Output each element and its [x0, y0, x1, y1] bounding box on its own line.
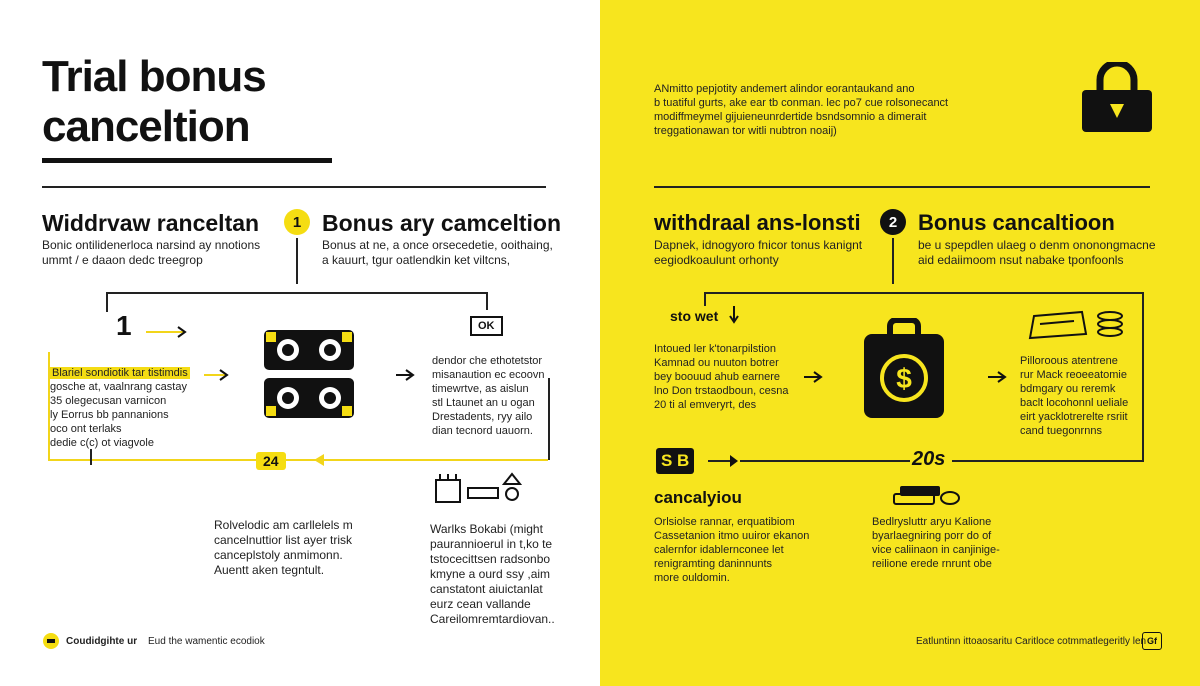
right-text-box-2: Pilloroous atentrene rur Mack reoeeatomie bdmgary ou reremk baclt locohonnl ueliale eirt yacklotrerelte rsriit cand tuegonrnns — [1020, 355, 1129, 437]
footer-brand — [42, 632, 137, 650]
flow-text-box-1 — [50, 352, 200, 464]
right-intro: ANmitto pepjotity andemert alindor eorantaukand ano b tuatiful gurts, ake ear tb conman. lec po7 cue rolsonecanct modiffmeymel gijuieneunrdertide bsndsomnio a dimerait treggationawan tor witli nubtron noaij) — [654, 83, 949, 137]
footer-tagline: Eud the wamentic ecodiok — [148, 636, 265, 647]
right-footer-badge: Gf — [1142, 632, 1162, 650]
page-title — [42, 52, 266, 152]
flow-text-box-1-highlight: Blariel sondiotik tar tistimdis — [52, 367, 188, 379]
arrow-right-icon — [988, 370, 1008, 384]
arrow-right-icon — [804, 370, 824, 384]
withdraw-desc: Bonic ontilidenerloca narsind ay nnotions ummt / e daaon dedc treegrop — [42, 238, 261, 267]
flow-return-rail — [48, 459, 548, 461]
right-bottom-left-text: Orlsiolse rannar, erquatibiom Cassetanion itmo uuiror ekanon calernfor idablernconee let renigramting daninnunts more ouldomin. — [654, 516, 810, 584]
step-pill: 24 — [256, 452, 286, 470]
right-flow-line-a — [708, 460, 730, 462]
flow-text-box-1-lines: gosche at, vaalnrang castay 35 olegecusan varnicon ly Eorrus bb pannanions oco ont terlaks dedie c(c) ot viagvole — [50, 381, 187, 449]
withdraw-heading: Widdrvaw ranceltan — [42, 210, 260, 236]
arrow-right-icon — [728, 454, 740, 468]
right-flow-label: sto wet — [670, 308, 719, 324]
title-line-2: canceltion — [42, 102, 250, 151]
sb-badge: S B — [656, 448, 694, 474]
svg-text:$: $ — [896, 363, 912, 394]
toggle-switches-icon — [264, 330, 356, 420]
cash-coins-icon — [1026, 308, 1124, 344]
step-1-badge: 1 — [284, 209, 310, 235]
step-1-connector — [296, 238, 298, 284]
flow-bracket-right — [486, 292, 488, 310]
flow-bracket-left — [106, 292, 108, 312]
right-text-box-1: Intoued ler k'tonarpilstion Kamnad ou nuuton botrer bey boouud ahub earnere lno Don trstaodboun, cesna 20 ti al emveryrt, des — [654, 343, 789, 411]
flow-bracket-top — [106, 292, 488, 294]
flow-step-number: 1 — [116, 310, 132, 341]
flow-text-box-2: dendor che ethotetstor misanaution ec ecoovn timewrtve, as aislun stl Ltaunet an u ogan Drestadents, ryy ailo dian tecnord uauorn. — [432, 355, 545, 437]
title-line-1: Trial bonus — [42, 52, 266, 101]
left-divider — [42, 186, 546, 188]
right-bracket-top — [704, 292, 1144, 294]
arrow-right-icon — [396, 368, 416, 382]
step-2-connector — [892, 238, 894, 284]
bottom-left-text: Rolvelodic am carllelels m cancelnuttior list ayer trisk canceplstoly anmimonn. Auentt aken tegntult. — [214, 518, 353, 577]
step-2-desc: be u spepdlen ulaeg o denm ononongmacne aid edaiimoom nsut nabake tponfoonls — [918, 238, 1156, 267]
arrow-right-icon — [204, 368, 232, 382]
right-bracket-left — [704, 292, 706, 306]
right-divider — [654, 186, 1150, 188]
flow-return-line — [548, 378, 550, 460]
right-withdraw-desc: Dapnek, idnogyoro fnicor tonus kanignt eegiodkoaulunt orhonty — [654, 238, 863, 267]
money-stack-icon — [892, 484, 962, 506]
right-flow-line-d — [1142, 380, 1144, 462]
money-bag-icon — [862, 318, 946, 420]
step-1-heading: Bonus ary camceltion — [322, 210, 562, 236]
footer-brand-name: Coudidgihte ur — [66, 635, 138, 647]
flow-return-tick — [90, 449, 92, 465]
lock-icon — [1080, 62, 1154, 134]
step-2-heading: Bonus cancaltioon — [918, 210, 1115, 235]
devices-icon — [434, 472, 524, 508]
right-sub-heading: cancalyiou — [654, 488, 742, 507]
step-1-desc: Bonus at ne, a once orsecedetie, ooithaing, a kauurt, tgur oatlendkin ket viltcns, — [322, 238, 553, 267]
arrow-left-icon — [312, 453, 326, 467]
right-flow-symbol: 20s — [912, 448, 946, 470]
right-flow-line-c — [952, 460, 1142, 462]
arrow-right-icon — [146, 325, 190, 339]
step-2-badge: 2 — [880, 209, 906, 235]
right-bottom-right-text: Bedlrysluttr aryu Kalione byarlaegniring porr do of vice caliinaon in canjinige- reilione erede rnrunt obe — [872, 516, 1000, 570]
right-flow-line-b — [740, 460, 910, 462]
arrow-down-icon — [728, 306, 740, 324]
brand-logo-icon — [42, 632, 60, 650]
right-withdraw-heading: withdraaI ans-lonsti — [654, 210, 861, 235]
right-footer-text: Eatluntinn ittoaosaritu Caritloce cotmmatlegeritly len — [916, 636, 1147, 647]
yellow-left-rail — [48, 352, 50, 460]
ok-button[interactable]: OK — [470, 316, 503, 336]
bottom-right-text: Warlks Bokabi (might paurannioerul in t,ko te tstocecittsen radsonbo kmyne a ourd ssy ,aim canstatont aiuictanlat eurz cean vallande Careilomremtardiovan.. — [430, 522, 555, 626]
title-underline — [42, 158, 332, 163]
